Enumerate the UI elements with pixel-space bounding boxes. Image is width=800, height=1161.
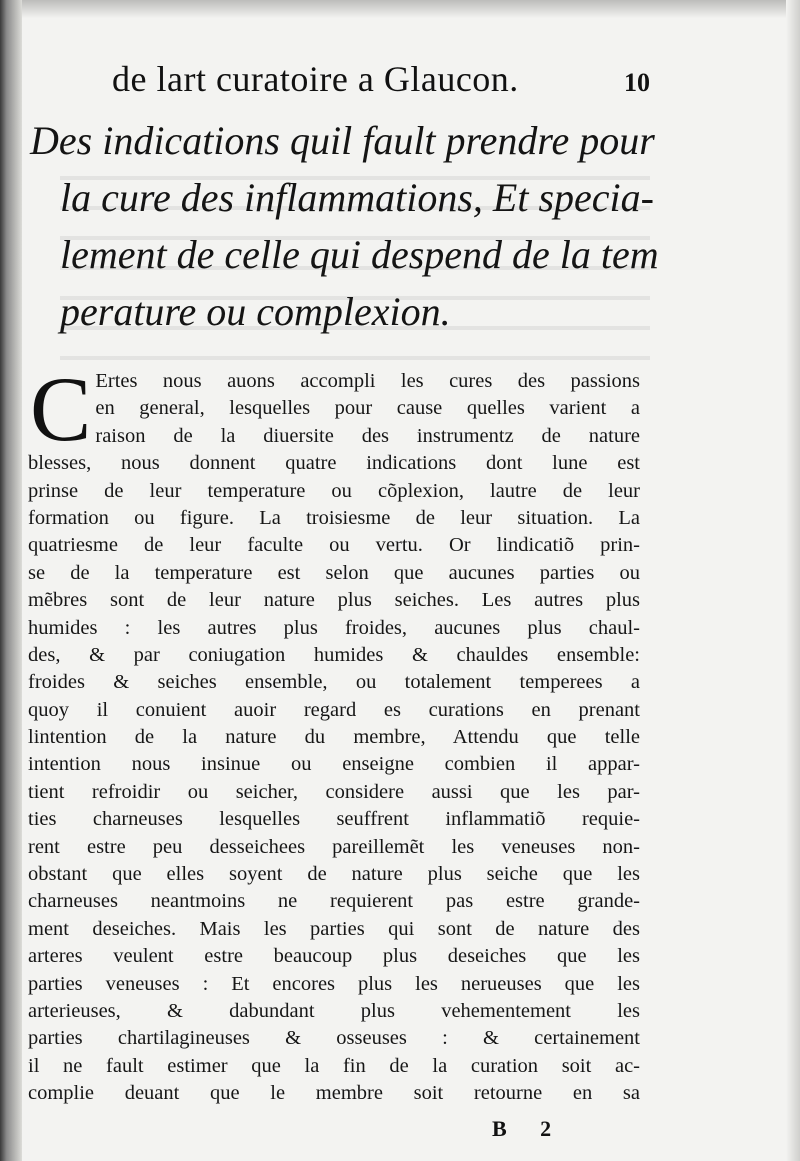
text-line: complie deuant que le membre soit retourne en sa — [28, 1082, 640, 1105]
heading-line: Des indications quil fault prendre pour — [30, 118, 655, 163]
text-line: Ertes nous auons accompli les cures des passions — [95, 370, 640, 392]
text-line: ment deseiches. Mais les parties qui sont de nature des — [28, 917, 640, 940]
text-line: en general, lesquelles pour cause quelles varient a — [95, 397, 640, 420]
text-line: intention nous insinue ou enseigne combien il appar- — [28, 753, 640, 776]
text-line: parties veneuses : Et encores plus les nerueuses que les — [28, 972, 640, 995]
text-line: lintention de la nature du membre, Attendu que telle — [28, 726, 640, 749]
text-line: humides : les autres plus froides, aucunes plus chaul- — [28, 616, 640, 639]
text-line: tient refroidir ou seicher, considere aussi que les par- — [28, 780, 640, 803]
page-right-edge — [786, 0, 800, 1161]
text-line: se de la temperature est selon que aucunes parties ou — [28, 561, 640, 584]
text-line: rent estre peu desseichees pareillemẽt les veneuses non- — [28, 835, 640, 858]
page-gutter-shadow — [0, 0, 22, 1161]
text-line: quatriesme de leur faculte ou vertu. Or lindicatiõ prin- — [28, 534, 640, 557]
text-line: il ne fault estimer que la fin de la curation soit ac- — [28, 1054, 640, 1077]
text-line: parties chartilagineuses & osseuses : & certainement — [28, 1027, 640, 1050]
text-line: blesses, nous donnent quatre indications dont lune est — [28, 452, 640, 475]
text-line: mẽbres sont de leur nature plus seiches. Les autres plus — [28, 589, 640, 612]
chapter-heading — [30, 112, 670, 340]
text-line: arteres veulent estre beaucoup plus deseiches que les — [28, 945, 640, 968]
text-line: formation ou figure. La troisiesme de leur situation. La — [28, 506, 640, 529]
text-line: obstant que elles soyent de nature plus seiche que les — [28, 863, 640, 886]
page-number: 10 — [624, 68, 650, 97]
heading-line: la cure des inflammations, Et specia- — [60, 175, 654, 220]
heading-line: perature ou complexion. — [60, 289, 451, 334]
running-head: de lart curatoire a Glaucon. — [112, 59, 519, 99]
text-line: charneuses neantmoins ne requierent pas estre grande- — [28, 890, 640, 913]
signature-mark: B 2 — [492, 1116, 566, 1141]
page-top-shadow — [0, 0, 800, 18]
heading-line: lement de celle qui despend de la tem — [60, 232, 659, 277]
body-paragraph — [28, 358, 640, 1108]
text-line: des, & par coniugation humides & chauldes ensemble: — [28, 643, 640, 666]
text-line: quoy il conuient auoir regard es curations en prenant — [28, 698, 640, 721]
text-line: raison de la diuersite des instrumentz de nature — [95, 424, 640, 447]
text-line: prinse de leur temperature ou cõplexion, lautre de leur — [28, 479, 640, 502]
text-line: froides & seiches ensemble, ou totalement temperees a — [28, 671, 640, 694]
text-line: arterieuses, & dabundant plus vehementement les — [28, 999, 640, 1022]
drop-cap-initial: C — [30, 358, 92, 460]
text-line: ties charneuses lesquelles seuffrent inflammatiõ requie- — [28, 808, 640, 831]
